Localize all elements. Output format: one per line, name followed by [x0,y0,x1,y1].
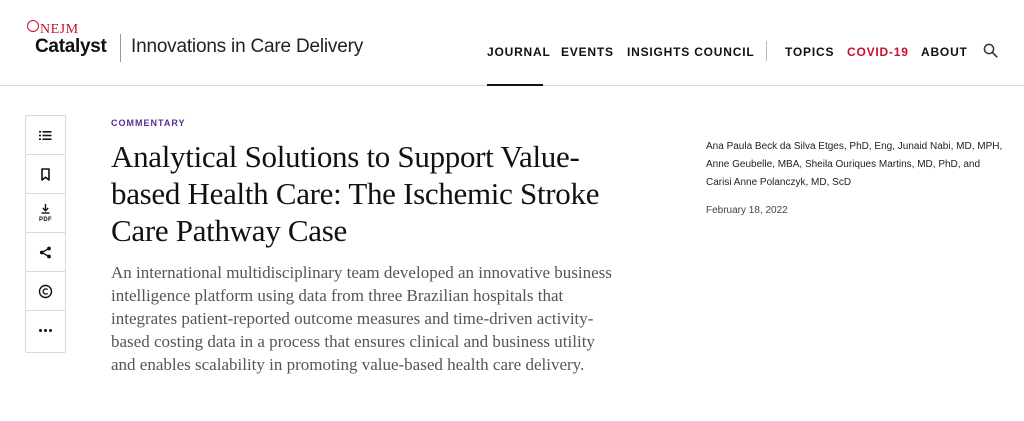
article-toolbar [25,115,66,353]
nav-topics[interactable]: TOPICS [785,45,835,59]
pdf-download-icon [38,203,53,215]
nav-events[interactable]: EVENTS [561,45,614,59]
copyright-button[interactable] [26,272,65,311]
logo-catalyst-text: Catalyst [35,36,107,57]
site-tagline: Innovations in Care Delivery [131,36,364,57]
article-title: Analytical Solutions to Support Value-based Health Care: The Ischemic Stroke Care Pathway Case [111,139,600,248]
more-icon [38,323,53,338]
article-summary: An international multidisciplinary team developed an innovative business intelligence platform using data from three Brazilian hospitals that integrates patient-reported outcome measures and time-driven activity-based costing data in a process that ensures clinical and business utility and enables scalability in promoting value-based health care delivery. [111,263,612,374]
toc-button[interactable] [26,116,65,155]
copyright-icon [38,284,53,299]
logo-divider [120,34,121,62]
share-icon [38,245,53,260]
site-header [0,0,1024,86]
nav-active-indicator [487,84,543,86]
article-authors[interactable]: Ana Paula Beck da Silva Etges, PhD, Eng, Junaid Nabi, MD, MPH, Anne Geubelle, MBA, Sheila Ouriques Martins, MD, PhD, and Carisi Anne Polanczyk, MD, ScD [706,141,1003,188]
logo-nejm-text: NEJM [40,22,79,37]
nejm-catalyst-logo[interactable] [27,20,117,62]
bookmark-button[interactable] [26,155,65,194]
nav-journal[interactable]: JOURNAL [487,45,551,59]
search-icon[interactable] [983,43,998,58]
article-date: February 18, 2022 [706,205,788,216]
share-button[interactable] [26,233,65,272]
nav-about[interactable]: ABOUT [921,45,968,59]
logo-nejm-mark [27,20,79,37]
bookmark-icon [38,167,53,182]
nav-divider [766,41,767,61]
pdf-download-button[interactable] [26,194,65,233]
pdf-label: PDF [39,217,52,223]
nav-insights-council[interactable]: INSIGHTS COUNCIL [627,45,755,59]
list-icon [38,128,53,143]
nav-covid-19[interactable]: COVID-19 [847,45,909,59]
logo-circle-icon [27,20,39,32]
more-options-button[interactable] [26,311,65,350]
article-category[interactable]: COMMENTARY [111,118,186,128]
